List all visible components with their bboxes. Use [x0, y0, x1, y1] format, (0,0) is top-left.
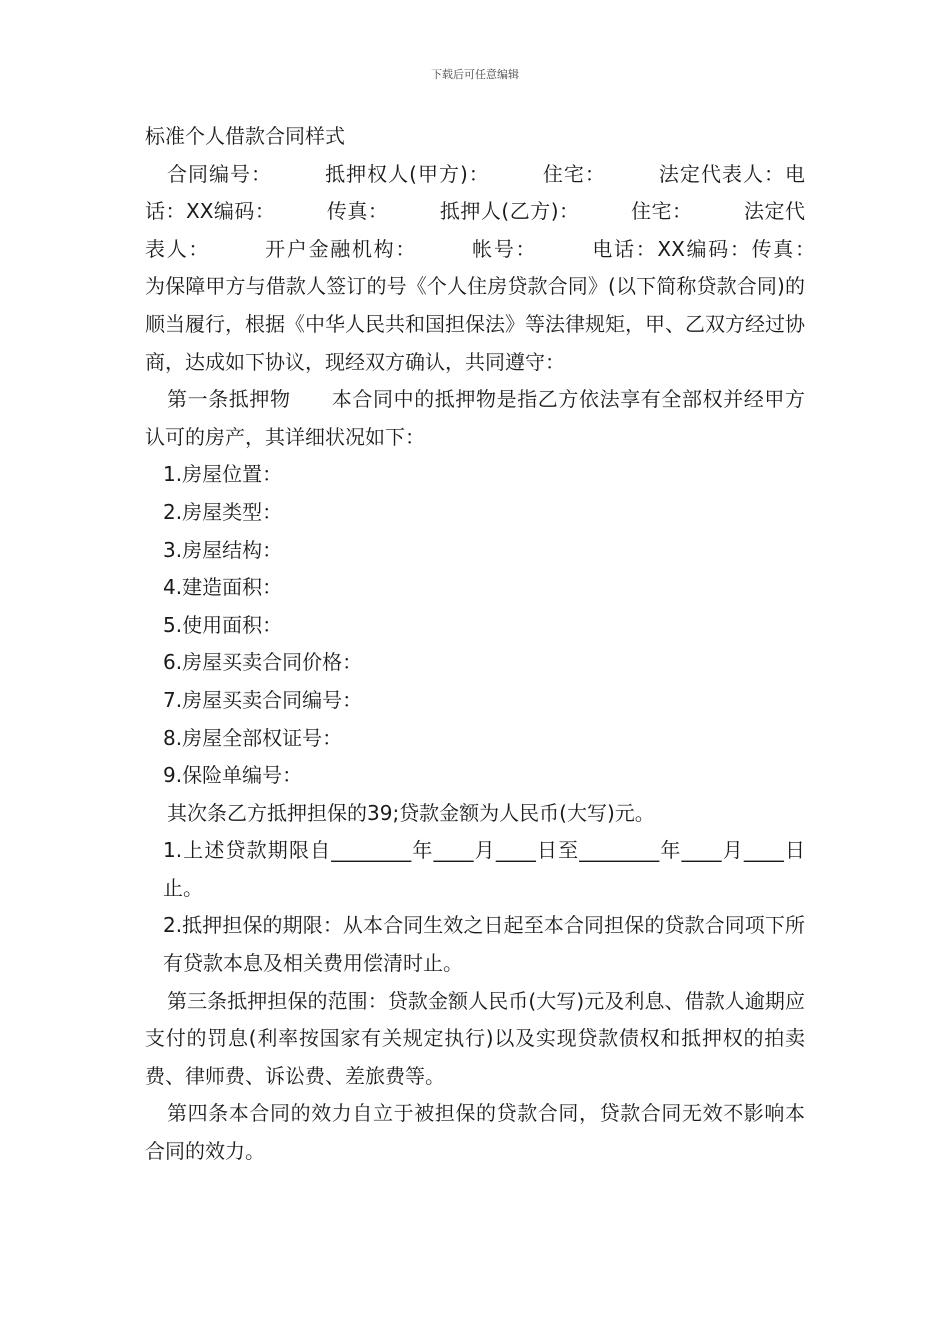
- document-title: 标准个人借款合同样式: [145, 124, 345, 148]
- article-1-paragraph: 第一条抵押物 本合同中的抵押物是指乙方依法享有全部权并经甲方认可的房产，其详细状况如下：: [145, 387, 805, 449]
- loan-term-paragraph: 1.上述贷款期限自________年____月____日至________年____月____日止。: [163, 838, 805, 900]
- property-item-location: 1.房屋位置：: [163, 462, 283, 487]
- page-header-note: 下载后可任意编辑: [431, 68, 519, 81]
- article-3-paragraph: 第三条抵押担保的范围：贷款金额人民币(大写)元及利息、借款人逾期应支付的罚息(利率按国家有关规定执行)以及实现贷款债权和抵押权的拍卖费、律师费、诉讼费、差旅费等。: [145, 988, 805, 1088]
- article-2-paragraph: 其次条乙方抵押担保的39;贷款金额为人民币(大写)元。: [167, 800, 655, 825]
- property-item-contract-number: 7.房屋买卖合同编号：: [163, 687, 363, 712]
- property-item-purchase-price: 6.房屋买卖合同价格：: [163, 650, 363, 675]
- property-item-type: 2.房屋类型：: [163, 499, 283, 524]
- parties-paragraph: 合同编号： 抵押权人(甲方)： 住宅： 法定代表人：电话：XX编码： 传真： 抵押人(乙方)： 住宅： 法定代表人： 开户金融机构： 帐号： 电话：XX编码：传真： 为保障甲方与借款人签订的号《个人住房贷款合同》(以下简称贷款合同)的顺当履行，根据《中华人民共和国担保法》等法律规矩，甲、乙双方经过协商，达成如下协议，现经双方确认，共同遵守：: [145, 161, 865, 374]
- property-item-usable-area: 5.使用面积：: [163, 612, 283, 637]
- property-item-ownership-cert: 8.房屋全部权证号：: [163, 725, 343, 750]
- property-item-building-area: 4.建造面积：: [163, 575, 283, 600]
- document-body: [145, 118, 865, 1171]
- property-item-structure: 3.房屋结构：: [163, 537, 283, 562]
- guarantee-term-paragraph: 2.抵押担保的期限：从本合同生效之日起至本合同担保的贷款合同项下所有贷款本息及相关费用偿清时止。: [163, 913, 805, 976]
- property-item-insurance-number: 9.保险单编号：: [163, 763, 303, 788]
- article-4-paragraph: 第四条本合同的效力自立于被担保的贷款合同，贷款合同无效不影响本合同的效力。: [145, 1101, 805, 1164]
